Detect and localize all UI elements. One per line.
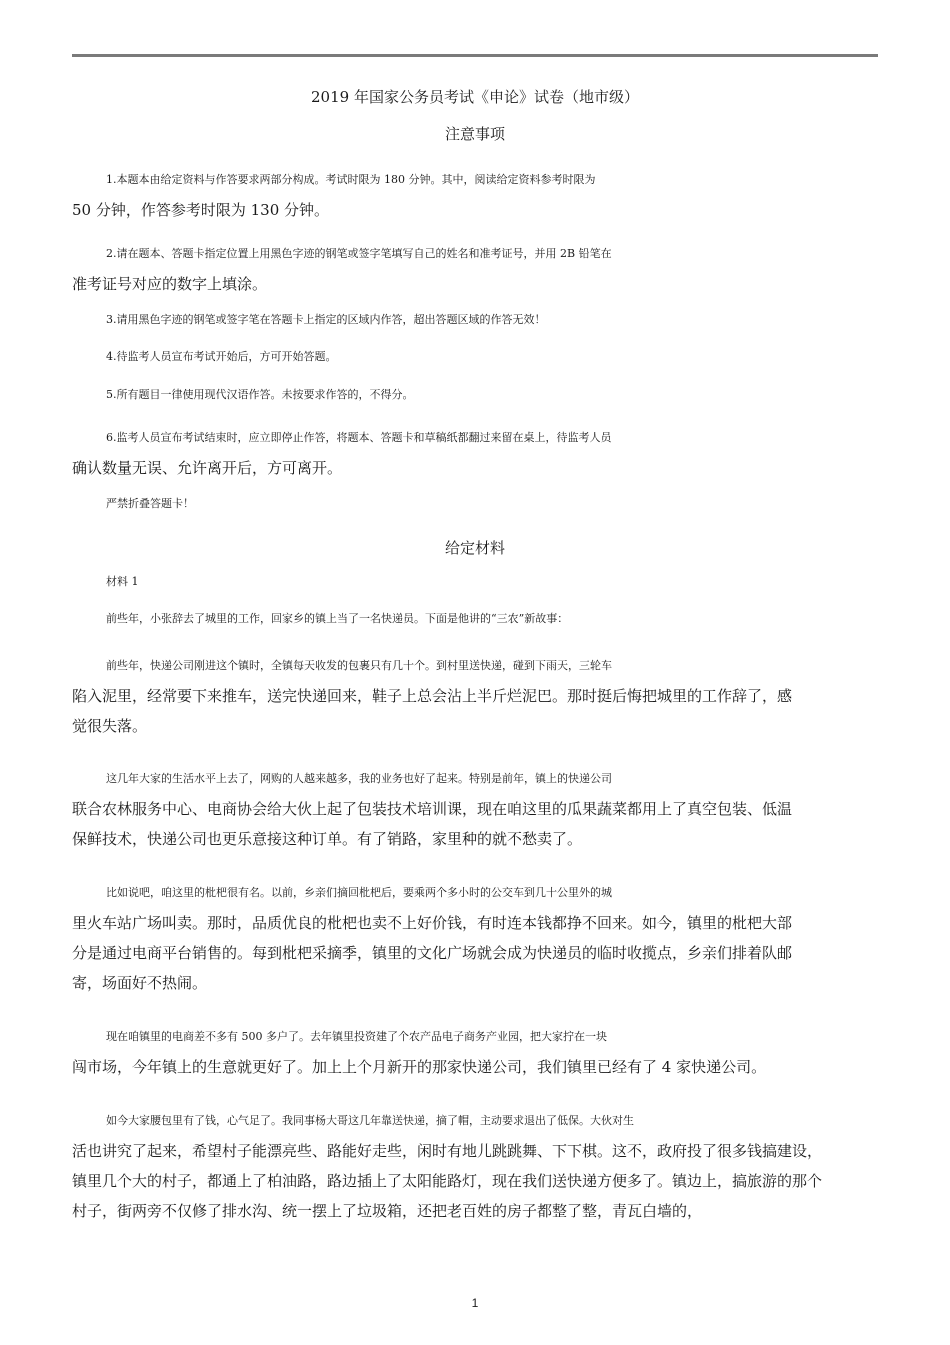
notice-item-3	[72, 305, 882, 335]
notice-item-2-line-1: 2.请在题本、答题卡指定位置上用黑色字迹的钢笔或签字笔填写自己的姓名和准考证号，并用 2B 铅笔在	[106, 247, 612, 260]
paragraph-1	[72, 604, 882, 634]
paragraph-1-line-1: 前些年，小张辞去了城里的工作，回家乡的镇上当了一名快递员。下面是他讲的“三农”新故事：	[106, 612, 569, 625]
paragraph-5-line-1: 现在咱镇里的电商差不多有 500 多户了。去年镇里投资建了个农产品电子商务产业园，把大家拧在一块	[106, 1030, 607, 1043]
paragraph-3-line-3: 保鲜技术，快递公司也更乐意接这种订单。有了销路，家里种的就不愁卖了。	[72, 830, 583, 848]
notice-item-1-line-2: 50 分钟，作答参考时限为 130 分钟。	[72, 201, 330, 219]
paragraph-6-line-1: 如今大家腰包里有了钱，心气足了。我同事杨大哥这几年靠送快递，摘了帽，主动要求退出了低保。大伙对生	[106, 1114, 634, 1127]
notice-item-1	[72, 165, 882, 225]
paragraph-3-line-2: 联合农林服务中心、电商协会给大伙上起了包装技术培训课，现在咱这里的瓜果蔬菜都用上了真空包装、低温	[72, 800, 793, 818]
paragraph-6-line-4: 村子，街两旁不仅修了排水沟、统一摆上了垃圾箱，还把老百姓的房子都整了整，青瓦白墙的，	[72, 1202, 703, 1220]
notice-item-3-line-1: 3.请用黑色字迹的钢笔或签字笔在答题卡上指定的区域内作答，超出答题区域的作答无效！	[106, 313, 546, 326]
paragraph-2-line-1: 前些年，快递公司刚进这个镇时，全镇每天收发的包裹只有几十个。到村里送快递，碰到下雨天，三轮车	[106, 659, 612, 672]
paragraph-4-line-1: 比如说吧，咱这里的枇杷很有名。以前，乡亲们摘回枇杷后，要乘两个多小时的公交车到几十公里外的城	[106, 886, 612, 899]
notice-item-1-line-1: 1.本题本由给定资料与作答要求两部分构成。考试时限为 180 分钟。其中，阅读给定资料参考时限为	[106, 173, 596, 186]
notice-warning	[72, 489, 882, 519]
notice-item-6-line-2: 确认数量无误、允许离开后，方可离开。	[72, 459, 343, 477]
header-rule	[72, 54, 878, 57]
material-label-text: 材料 1	[106, 575, 139, 588]
notice-item-2	[72, 239, 882, 299]
notice-item-2-line-2: 准考证号对应的数字上填涂。	[72, 275, 268, 293]
notice-item-5-line-1: 5.所有题目一律使用现代汉语作答。未按要求作答的，不得分。	[106, 388, 414, 401]
notice-item-5	[72, 380, 882, 410]
paragraph-4-line-2: 里火车站广场叫卖。那时，品质优良的枇杷也卖不上好价钱，有时连本钱都挣不回来。如今，镇里的枇杷大部	[72, 914, 793, 932]
paragraph-3	[72, 764, 882, 854]
paragraph-2-line-2: 陷入泥里，经常要下来推车，送完快递回来，鞋子上总会沾上半斤烂泥巴。那时挺后悔把城里的工作辞了，感	[72, 687, 793, 705]
paragraph-6	[72, 1106, 882, 1226]
paragraph-4-line-3: 分是通过电商平台销售的。每到枇杷采摘季，镇里的文化广场就会成为快递员的临时收揽点，乡亲们排着队邮	[72, 944, 793, 962]
materials-heading: 给定材料	[444, 539, 505, 557]
paragraph-3-line-1: 这几年大家的生活水平上去了，网购的人越来越多，我的业务也好了起来。特别是前年，镇上的快递公司	[106, 772, 612, 785]
material-label	[72, 567, 882, 597]
paragraph-6-line-2: 活也讲究了起来，希望村子能漂亮些、路能好走些，闲时有地儿跳跳舞、下下棋。这不，政府投了很多钱搞建设，	[72, 1142, 823, 1160]
paragraph-4-line-4: 寄，场面好不热闹。	[72, 974, 208, 992]
paragraph-2	[72, 651, 882, 741]
paragraph-5	[72, 1022, 882, 1082]
paragraph-2-line-3: 觉很失落。	[72, 717, 148, 735]
notice-item-4-line-1: 4.待监考人员宣布考试开始后，方可开始答题。	[106, 350, 337, 363]
page-number: 1	[471, 1296, 479, 1310]
paragraph-4	[72, 878, 882, 998]
document-title: 2019 年国家公务员考试《申论》试卷（地市级）	[311, 88, 639, 106]
notice-item-6-line-1: 6.监考人员宣布考试结束时，应立即停止作答，将题本、答题卡和草稿纸都翻过来留在桌上，待监考人员	[106, 431, 612, 444]
notice-warning-line: 严禁折叠答题卡！	[106, 497, 194, 510]
paragraph-6-line-3: 镇里几个大的村子，都通上了柏油路，路边插上了太阳能路灯，现在我们送快递方便多了。镇边上，搞旅游的那个	[72, 1172, 823, 1190]
notice-item-4	[72, 342, 882, 372]
paragraph-5-line-2: 闯市场，今年镇上的生意就更好了。加上上个月新开的那家快递公司，我们镇里已经有了 4 家快递公司。	[72, 1058, 767, 1076]
notice-heading: 注意事项	[444, 125, 505, 143]
notice-item-6	[72, 423, 882, 483]
